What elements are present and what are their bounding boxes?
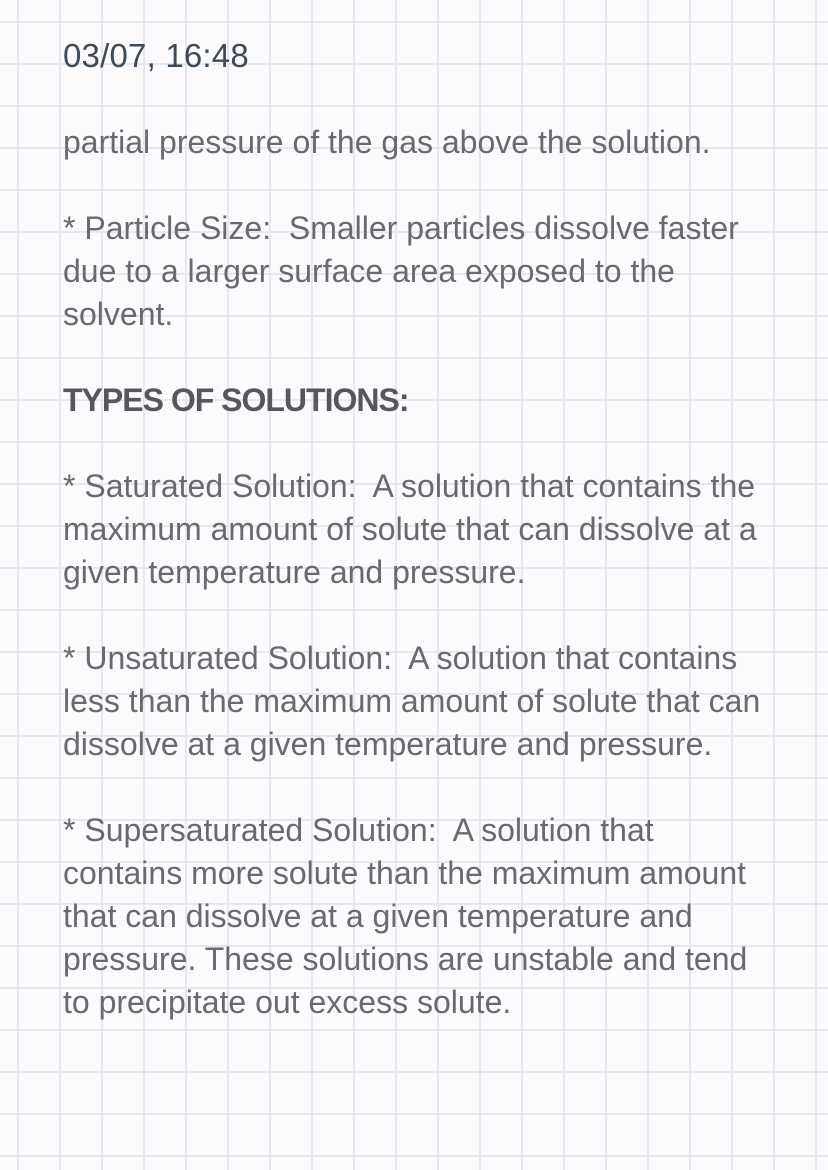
note-paragraph: * Unsaturated Solution: A solution that contains less than the maximum amount of solute that can dissolve at a given temperature and pressure.: [63, 640, 770, 762]
note-content: [63, 121, 770, 1024]
note-paragraph: * Supersaturated Solution: A solution that contains more solute than the maximum amount that can dissolve at a given temperature and pressure. These solutions are unstable and tend to precipitate out excess solute.: [63, 812, 757, 1020]
note-paragraph: * Particle Size: Smaller particles dissolve faster due to a larger surface area exposed to the solvent.: [63, 210, 748, 332]
message-timestamp: 03/07, 16:48: [63, 37, 249, 74]
note-paragraph: * Saturated Solution: A solution that contains the maximum amount of solute that can dissolve at a given temperature and pressure.: [63, 468, 766, 590]
section-heading: TYPES OF SOLUTIONS:: [63, 382, 409, 418]
note-paragraph: partial pressure of the gas above the solution.: [63, 124, 711, 160]
